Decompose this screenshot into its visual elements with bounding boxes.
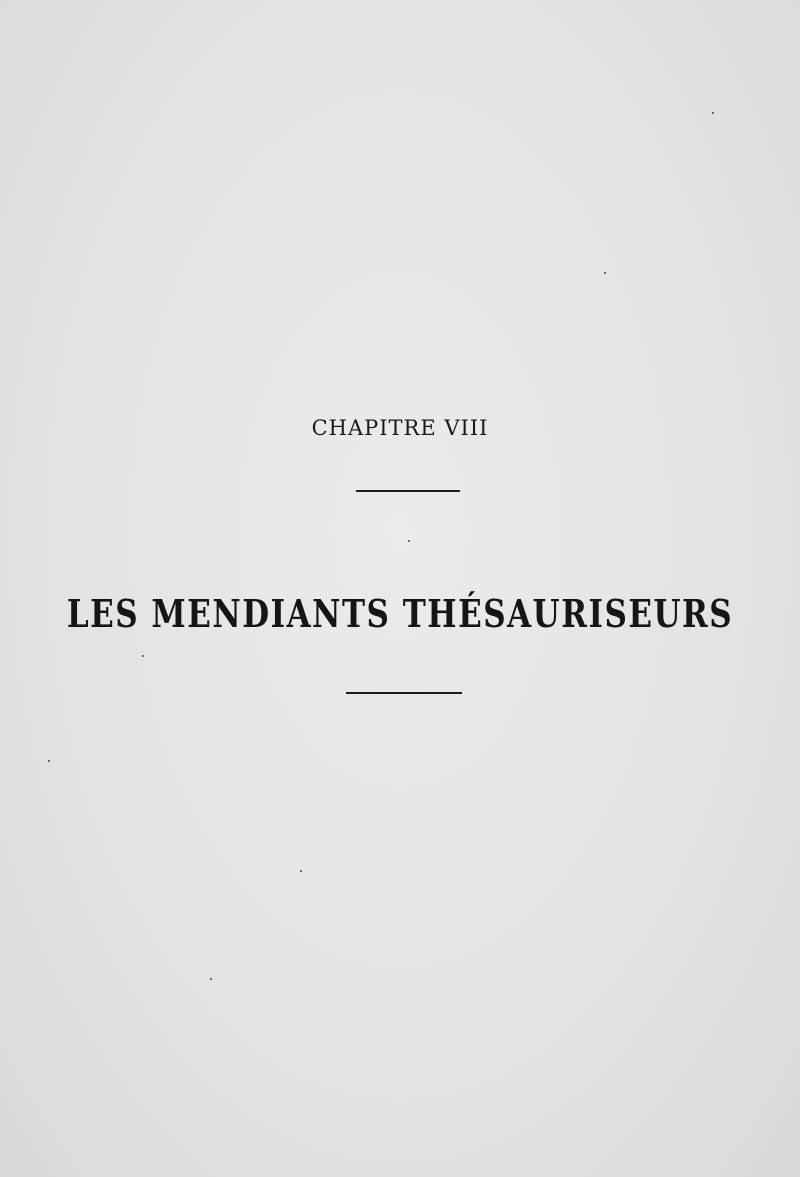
divider-rule-top: [356, 490, 460, 492]
divider-rule-bottom: [346, 692, 462, 694]
chapter-number: CHAPITRE VIII: [311, 416, 489, 440]
chapter-title: LES MENDIANTS THÉSAURISEURS: [66, 592, 734, 637]
